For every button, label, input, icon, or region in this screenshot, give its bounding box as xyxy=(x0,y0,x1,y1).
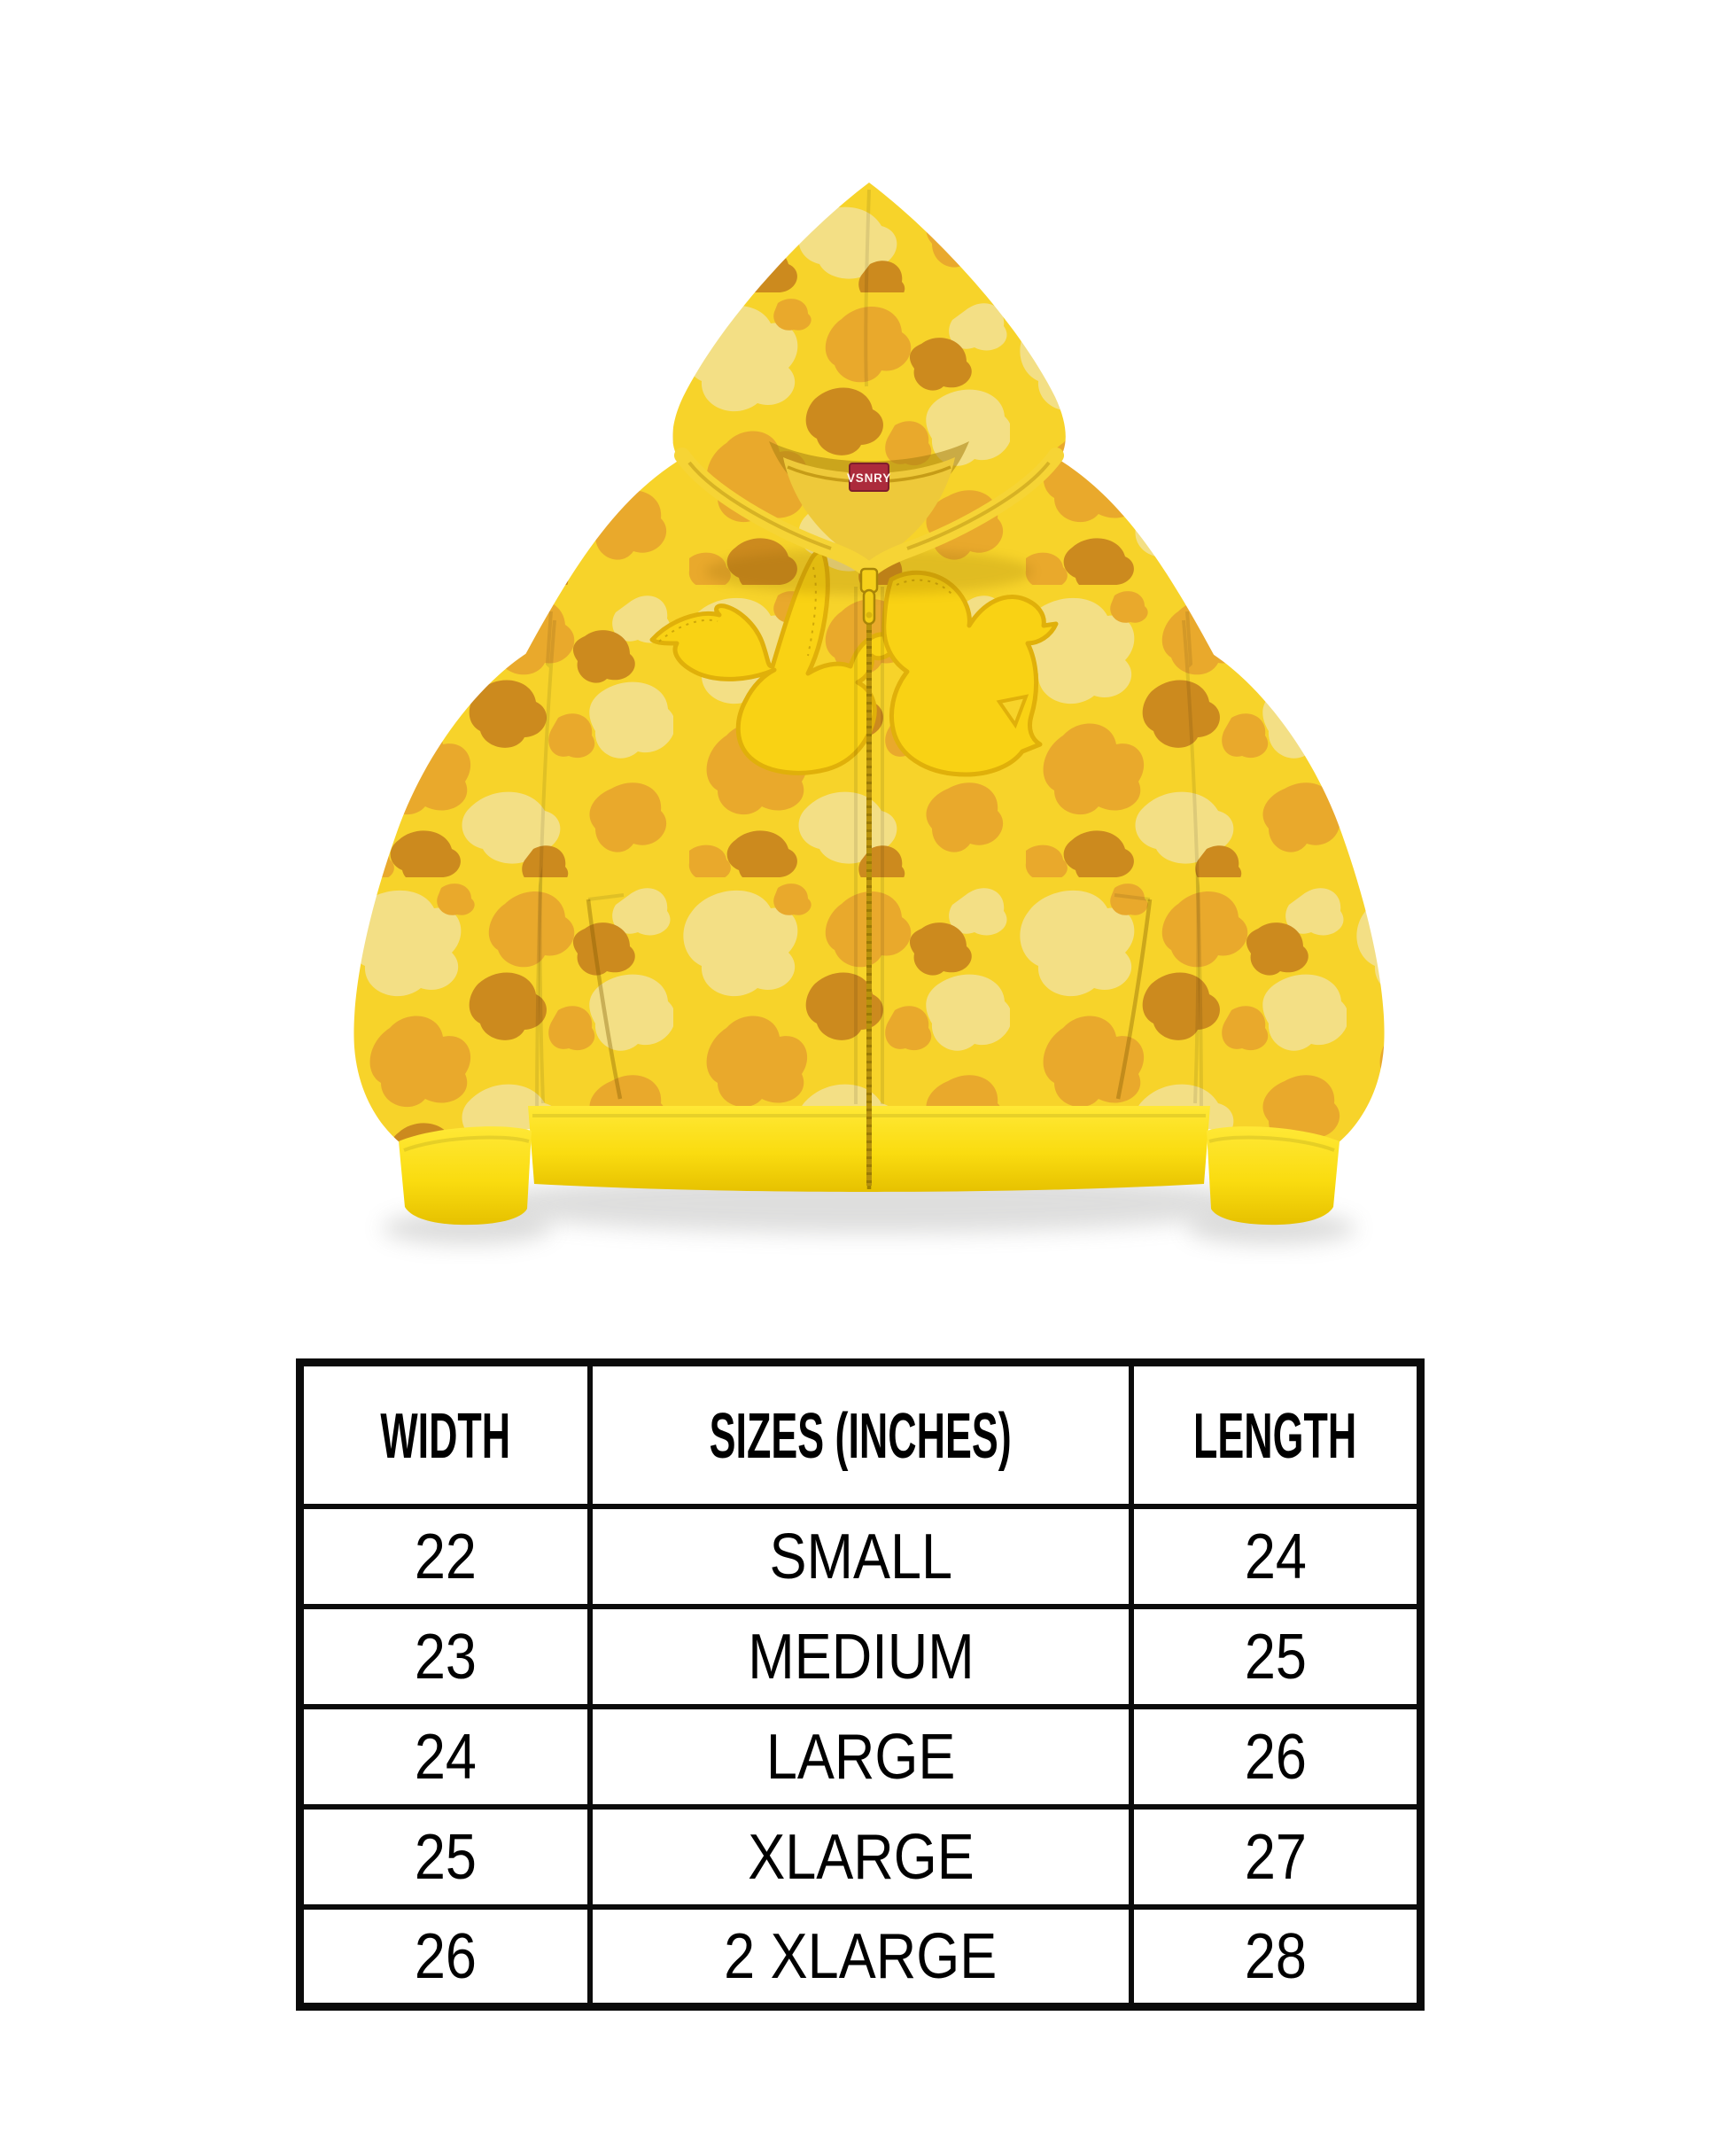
width-value: 22 xyxy=(300,1506,591,1607)
size-chart-header-row xyxy=(300,1363,1421,1506)
width-value: 26 xyxy=(300,1907,591,2007)
size-value: XLARGE xyxy=(590,1807,1131,1907)
size-value: LARGE xyxy=(590,1707,1131,1807)
length-value: 28 xyxy=(1131,1907,1420,2007)
zipper-pull xyxy=(861,569,877,624)
table-row-medium xyxy=(300,1607,1421,1707)
size-value: MEDIUM xyxy=(590,1607,1131,1707)
length-value: 24 xyxy=(1131,1506,1420,1607)
width-value: 23 xyxy=(300,1607,591,1707)
size-chart-table xyxy=(296,1358,1425,2011)
length-value: 25 xyxy=(1131,1607,1420,1707)
cuff-left xyxy=(399,1126,532,1225)
brand-tag-label: VSNRY xyxy=(846,471,892,485)
size-value: 2 XLARGE xyxy=(590,1907,1131,2007)
size-value: SMALL xyxy=(590,1506,1131,1607)
length-value: 27 xyxy=(1131,1807,1420,1907)
width-value: 24 xyxy=(300,1707,591,1807)
width-value: 25 xyxy=(300,1807,591,1907)
header-width: WIDTH xyxy=(300,1363,591,1506)
table-row-2xlarge xyxy=(300,1907,1421,2007)
header-length: LENGTH xyxy=(1131,1363,1420,1506)
header-sizes: SIZES (INCHES) xyxy=(590,1363,1131,1506)
table-row-large xyxy=(300,1707,1421,1807)
table-row-small xyxy=(300,1506,1421,1607)
length-value: 26 xyxy=(1131,1707,1420,1807)
brand-tag xyxy=(847,463,891,491)
cuff-right xyxy=(1207,1126,1340,1225)
table-row-xlarge xyxy=(300,1807,1421,1907)
